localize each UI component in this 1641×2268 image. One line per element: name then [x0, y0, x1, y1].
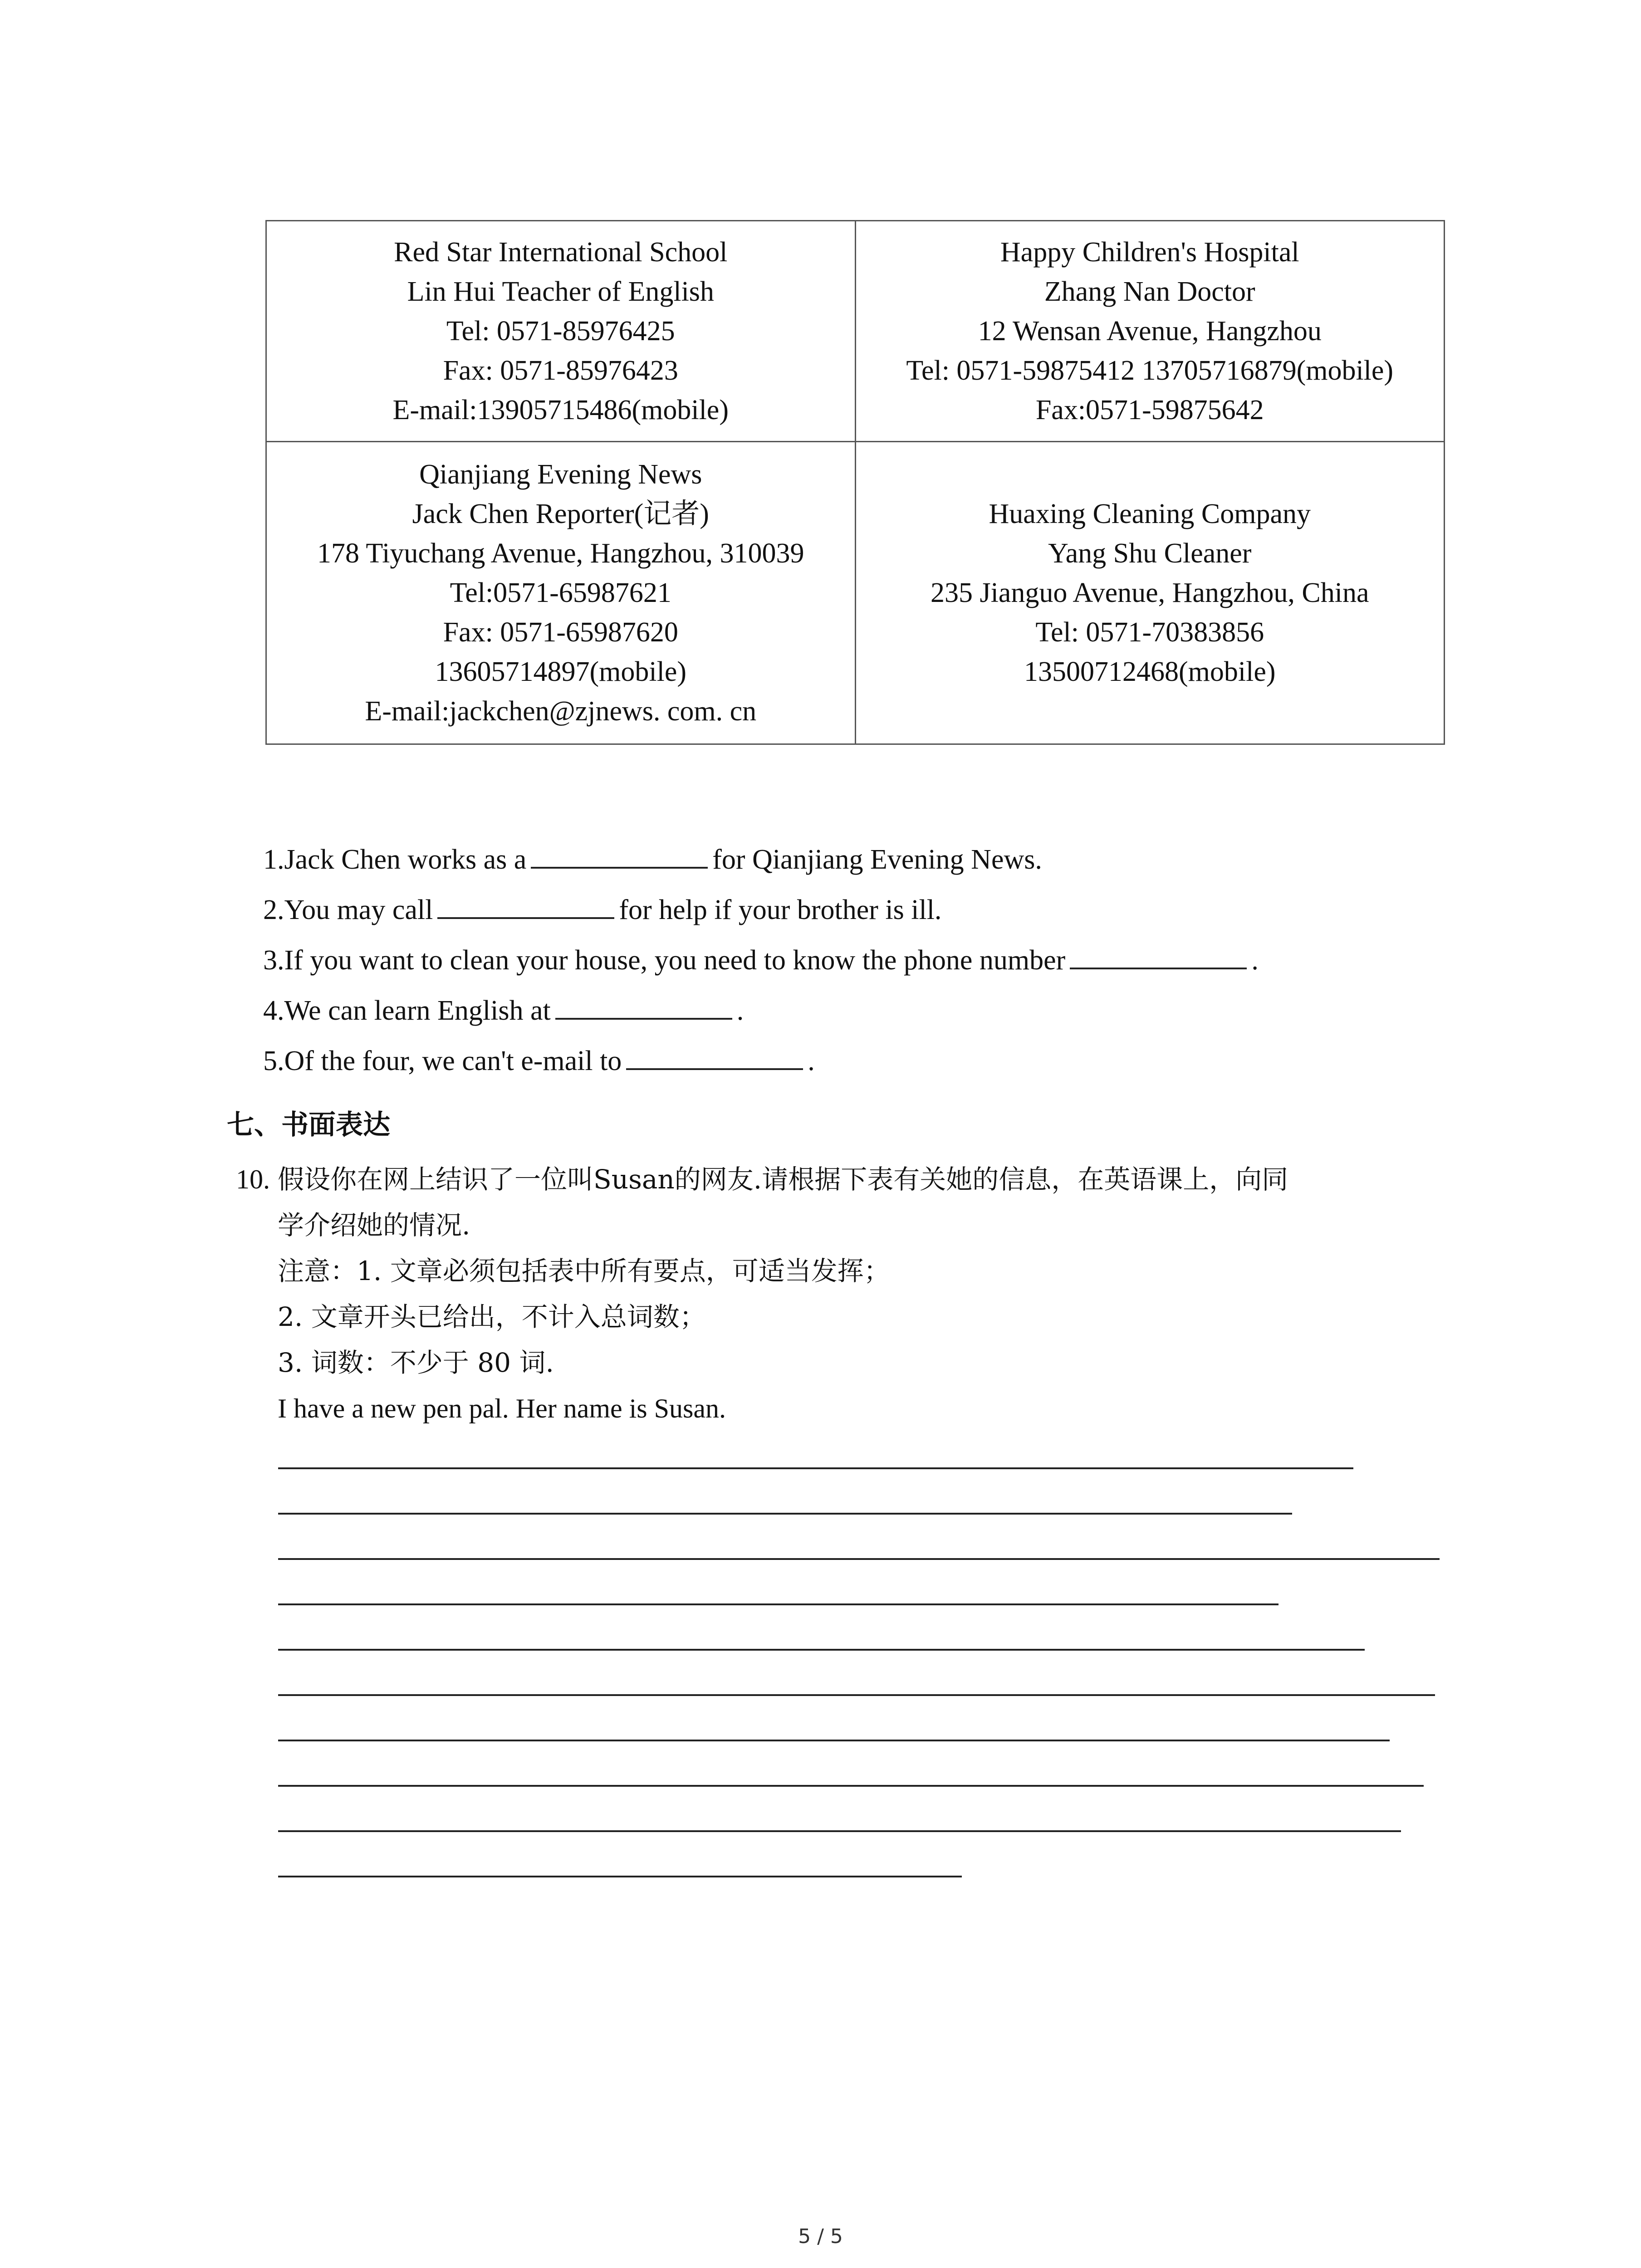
card-line: Fax: 0571-65987620: [443, 616, 678, 648]
question-text: .: [736, 995, 744, 1026]
writing-line[interactable]: [278, 1785, 1424, 1787]
task-number: 10.: [236, 1164, 270, 1194]
card-line: E-mail:jackchen@zjnews. com. cn: [365, 695, 757, 727]
task-note: [236, 1294, 1288, 1340]
note-text: 注意：1. 文章必须包括表中所有要点，可适当发挥；: [278, 1256, 890, 1286]
card-line: Qianjiang Evening News: [419, 459, 702, 490]
question-3: [263, 935, 1259, 986]
card-line: Lin Hui Teacher of English: [407, 276, 714, 307]
card-line: Tel: 0571-70383856: [1035, 616, 1264, 648]
question-1: [263, 835, 1259, 885]
card-line: E-mail:13905715486(mobile): [392, 394, 729, 425]
writing-line[interactable]: [278, 1649, 1365, 1651]
card-line: Yang Shu Cleaner: [1048, 538, 1252, 569]
task-prompt: 学介绍她的情况.: [278, 1210, 470, 1241]
writing-line[interactable]: [278, 1603, 1279, 1605]
question-5: [263, 1036, 1259, 1086]
writing-line[interactable]: [278, 1830, 1401, 1832]
card-line: Fax:0571-59875642: [1035, 394, 1264, 425]
essay-opening: [236, 1386, 1288, 1432]
card-red-star-school: [266, 221, 856, 442]
task-prompt-line: [236, 1157, 1288, 1202]
writing-line[interactable]: [278, 1467, 1353, 1469]
question-text: 1.Jack Chen works as a: [263, 844, 527, 875]
question-text: for Qianjiang Evening News.: [712, 844, 1042, 875]
task-note: [236, 1340, 1288, 1386]
card-line: 12 Wensan Avenue, Hangzhou: [978, 315, 1322, 347]
question-4: [263, 986, 1259, 1036]
note-text: 3. 词数：不少于 80 词.: [278, 1347, 554, 1378]
business-card-table: [265, 220, 1445, 745]
writing-task: [236, 1157, 1288, 1432]
fill-in-questions: [263, 835, 1259, 1086]
card-line: 178 Tiyuchang Avenue, Hangzhou, 310039: [317, 538, 804, 569]
card-huaxing-cleaning-company: [855, 442, 1445, 744]
card-qianjiang-evening-news: [266, 442, 856, 744]
card-happy-childrens-hospital: [855, 221, 1445, 442]
question-text: .: [808, 1046, 815, 1076]
card-line: Huaxing Cleaning Company: [989, 498, 1311, 529]
card-line: Tel: 0571-59875412 13705716879(mobile): [906, 355, 1394, 386]
answer-blank[interactable]: [531, 841, 708, 869]
writing-line[interactable]: [278, 1740, 1390, 1741]
writing-line[interactable]: [278, 1513, 1292, 1515]
writing-line[interactable]: [278, 1876, 962, 1877]
page-indicator: 5 / 5: [798, 2225, 843, 2248]
question-text: 5.Of the four, we can't e-mail to: [263, 1046, 622, 1076]
card-line: Tel: 0571-85976425: [446, 315, 675, 347]
task-prompt: 假设你在网上结识了一位叫Susan的网友.请根据下表有关她的信息，在英语课上，向同: [278, 1164, 1288, 1195]
card-line: Jack Chen Reporter(记者): [412, 498, 709, 529]
card-line: Tel:0571-65987621: [450, 577, 671, 608]
writing-line[interactable]: [278, 1558, 1440, 1560]
answer-blank[interactable]: [555, 992, 732, 1020]
question-text: 3.If you want to clean your house, you need to know the phone number: [263, 945, 1066, 976]
note-text: 2. 文章开头已给出，不计入总词数；: [278, 1301, 706, 1332]
answer-blank[interactable]: [626, 1042, 803, 1070]
section-heading: 七、书面表达: [227, 1109, 390, 1141]
card-line: Zhang Nan Doctor: [1044, 276, 1255, 307]
card-line: 13500712468(mobile): [1024, 656, 1276, 687]
card-line: 235 Jianguo Avenue, Hangzhou, China: [930, 577, 1369, 608]
opening-text: I have a new pen pal. Her name is Susan.: [278, 1393, 726, 1423]
answer-blank[interactable]: [437, 891, 614, 919]
answer-blank[interactable]: [1070, 941, 1247, 969]
question-text: 2.You may call: [263, 894, 433, 925]
card-line: Happy Children's Hospital: [1000, 236, 1299, 268]
writing-line[interactable]: [278, 1694, 1435, 1696]
task-prompt-line: [236, 1202, 1288, 1248]
card-line: Fax: 0571-85976423: [443, 355, 678, 386]
question-text: for help if your brother is ill.: [619, 894, 942, 925]
card-line: 13605714897(mobile): [435, 656, 686, 687]
question-text: 4.We can learn English at: [263, 995, 551, 1026]
question-2: [263, 885, 1259, 935]
question-text: .: [1251, 945, 1259, 976]
card-line: Red Star International School: [394, 236, 728, 268]
task-note: [236, 1248, 1288, 1294]
